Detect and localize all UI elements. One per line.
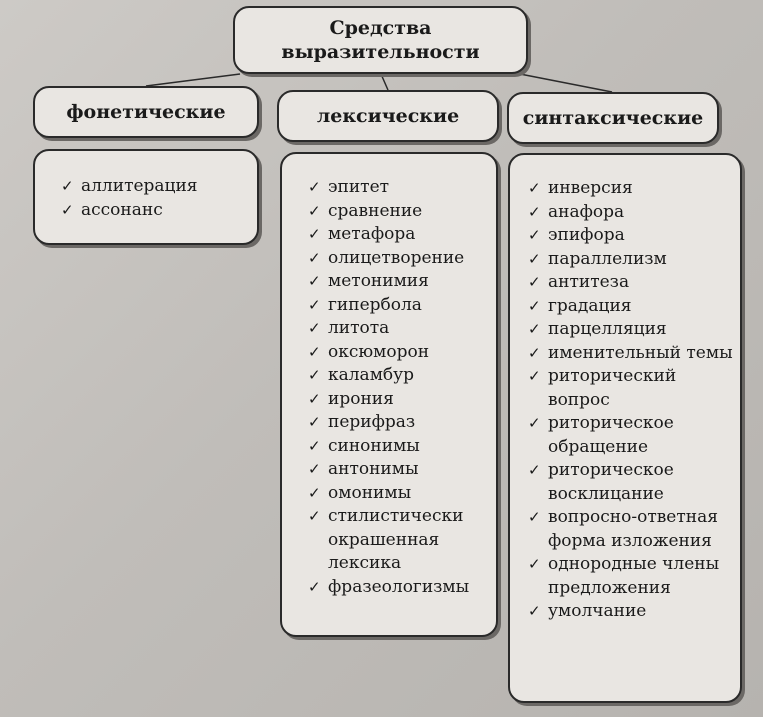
list-item-label: сравнение bbox=[328, 200, 423, 221]
list-item bbox=[524, 295, 740, 319]
list-item bbox=[524, 506, 740, 553]
list-item bbox=[304, 482, 496, 506]
phonetic-header bbox=[33, 86, 259, 138]
checkmark-icon: ✓ bbox=[308, 366, 321, 384]
list-item bbox=[304, 388, 496, 412]
list-item-label: гипербола bbox=[328, 294, 422, 315]
checkmark-icon: ✓ bbox=[308, 201, 321, 220]
list-item bbox=[57, 175, 257, 199]
list-item-label: омонимы bbox=[328, 482, 412, 503]
lexical-list bbox=[304, 176, 496, 599]
list-item-label: антитеза bbox=[548, 272, 630, 292]
list-item-label: фразеологизмы bbox=[328, 576, 470, 597]
list-item-label: стилистически окрашенная лексика bbox=[328, 506, 464, 573]
root-node bbox=[233, 6, 528, 74]
list-item-label: эпитет bbox=[328, 177, 390, 197]
checkmark-icon: ✓ bbox=[308, 342, 321, 361]
list-item-label: каламбур bbox=[328, 365, 415, 385]
list-item-label: анафора bbox=[548, 201, 625, 222]
checkmark-icon: ✓ bbox=[308, 577, 321, 596]
list-item-label: антонимы bbox=[328, 459, 419, 479]
list-item-label: оксюморон bbox=[328, 341, 430, 362]
root-title-line1: Средства bbox=[329, 17, 432, 39]
list-item-label: параллелизм bbox=[548, 248, 667, 269]
checkmark-icon: ✓ bbox=[308, 319, 321, 337]
list-item bbox=[304, 176, 496, 200]
list-item bbox=[524, 342, 740, 366]
syntactic-header bbox=[507, 92, 719, 144]
lexical-header bbox=[277, 90, 499, 142]
list-item-label: олицетворение bbox=[328, 247, 465, 268]
lexical-title: лексические bbox=[316, 105, 460, 127]
checkmark-icon: ✓ bbox=[528, 367, 541, 385]
list-item bbox=[524, 318, 740, 342]
list-item-label: риторический вопрос bbox=[548, 366, 677, 410]
checkmark-icon: ✓ bbox=[61, 177, 74, 195]
list-item-label: синонимы bbox=[328, 435, 420, 456]
list-item bbox=[524, 459, 740, 506]
checkmark-icon: ✓ bbox=[528, 320, 541, 338]
list-item bbox=[304, 247, 496, 271]
list-item bbox=[304, 270, 496, 294]
phonetic-title: фонетические bbox=[66, 101, 226, 123]
checkmark-icon: ✓ bbox=[528, 461, 541, 479]
list-item bbox=[304, 200, 496, 224]
list-item bbox=[304, 317, 496, 341]
list-item bbox=[304, 435, 496, 459]
list-item-label: именительный темы bbox=[548, 342, 733, 363]
syntactic-list bbox=[524, 177, 740, 624]
checkmark-icon: ✓ bbox=[308, 295, 321, 314]
checkmark-icon: ✓ bbox=[528, 179, 541, 197]
list-item-label: ирония bbox=[328, 388, 394, 409]
list-item bbox=[524, 553, 740, 600]
phonetic-list bbox=[57, 175, 257, 222]
list-item bbox=[304, 341, 496, 365]
list-item bbox=[524, 412, 740, 459]
checkmark-icon: ✓ bbox=[308, 507, 321, 525]
list-item bbox=[524, 365, 740, 412]
list-item bbox=[57, 199, 257, 223]
list-item-label: ассонанс bbox=[81, 199, 163, 220]
checkmark-icon: ✓ bbox=[308, 225, 321, 243]
checkmark-icon: ✓ bbox=[528, 202, 541, 221]
checkmark-icon: ✓ bbox=[308, 248, 321, 267]
checkmark-icon: ✓ bbox=[528, 414, 541, 432]
list-item-label: перифраз bbox=[328, 412, 416, 432]
checkmark-icon: ✓ bbox=[308, 460, 321, 478]
connector-root-phonetic bbox=[146, 74, 240, 86]
list-item bbox=[304, 458, 496, 482]
list-item-label: парцелляция bbox=[548, 319, 667, 339]
checkmark-icon: ✓ bbox=[308, 178, 321, 196]
list-item-label: эпифора bbox=[548, 225, 625, 245]
list-item bbox=[304, 364, 496, 388]
checkmark-icon: ✓ bbox=[61, 200, 74, 219]
checkmark-icon: ✓ bbox=[528, 226, 541, 244]
connector-root-lexical bbox=[381, 74, 388, 90]
list-item bbox=[304, 223, 496, 247]
checkmark-icon: ✓ bbox=[528, 273, 541, 291]
list-item-label: аллитерация bbox=[81, 176, 198, 196]
list-item bbox=[524, 271, 740, 295]
checkmark-icon: ✓ bbox=[528, 508, 541, 526]
list-item bbox=[304, 505, 496, 576]
checkmark-icon: ✓ bbox=[308, 483, 321, 502]
list-item bbox=[304, 411, 496, 435]
checkmark-icon: ✓ bbox=[308, 389, 321, 408]
phonetic-list-box bbox=[33, 149, 259, 245]
list-item-label: инверсия bbox=[548, 178, 633, 198]
list-item bbox=[524, 224, 740, 248]
checkmark-icon: ✓ bbox=[528, 249, 541, 268]
checkmark-icon: ✓ bbox=[528, 343, 541, 362]
list-item bbox=[524, 248, 740, 272]
lexical-list-box bbox=[280, 152, 498, 637]
list-item bbox=[304, 294, 496, 318]
root-title-line2: выразительности bbox=[281, 41, 480, 63]
syntactic-title: синтаксические bbox=[522, 107, 704, 129]
list-item-label: риторическое восклицание bbox=[548, 460, 674, 504]
list-item-label: умолчание bbox=[548, 601, 647, 621]
list-item-label: вопросно-ответная форма изложения bbox=[548, 507, 718, 551]
list-item-label: риторическое обращение bbox=[548, 413, 674, 457]
list-item bbox=[304, 576, 496, 600]
checkmark-icon: ✓ bbox=[308, 436, 321, 455]
list-item-label: однородные члены предложения bbox=[548, 554, 720, 598]
list-item bbox=[524, 177, 740, 201]
list-item-label: метонимия bbox=[328, 271, 429, 291]
list-item-label: литота bbox=[328, 318, 390, 338]
checkmark-icon: ✓ bbox=[528, 296, 541, 315]
list-item bbox=[524, 600, 740, 624]
list-item bbox=[524, 201, 740, 225]
connector-root-syntactic bbox=[520, 74, 612, 92]
checkmark-icon: ✓ bbox=[308, 413, 321, 431]
list-item-label: градация bbox=[548, 295, 632, 316]
checkmark-icon: ✓ bbox=[528, 555, 541, 573]
checkmark-icon: ✓ bbox=[528, 602, 541, 620]
list-item-label: метафора bbox=[328, 224, 416, 244]
checkmark-icon: ✓ bbox=[308, 272, 321, 290]
syntactic-list-box bbox=[508, 153, 742, 703]
